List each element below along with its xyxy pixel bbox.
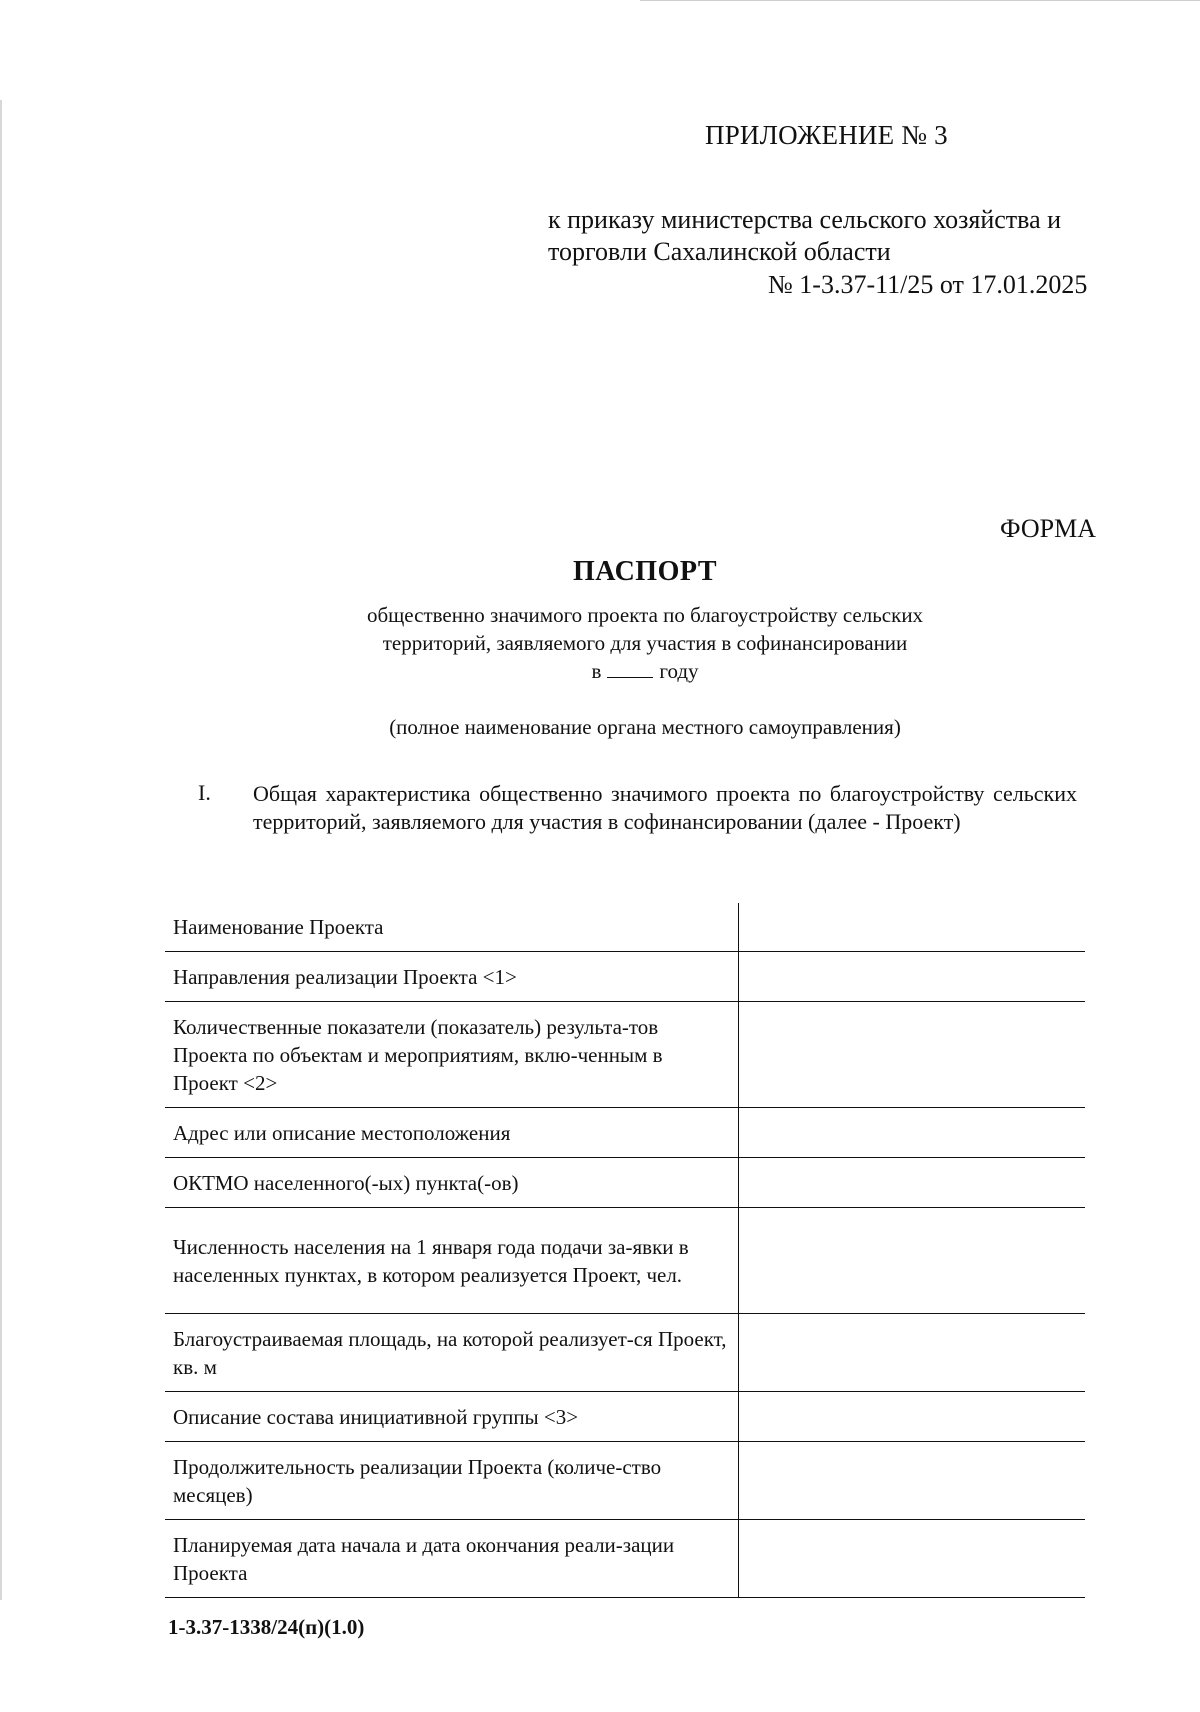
year-prefix: в [591, 659, 602, 683]
table-row [165, 903, 1085, 952]
row-label: Направления реализации Проекта <1> [173, 964, 517, 989]
row-value[interactable] [739, 1442, 1086, 1520]
row-value[interactable] [739, 1158, 1086, 1208]
order-number: № 1-3.37-11/25 от 17.01.2025 [768, 270, 1088, 299]
row-label: Планируемая дата начала и дата окончания реали-зации Проекта [173, 1532, 675, 1585]
row-label: Благоустраиваемая площадь, на которой реализует-ся Проект, кв. м [173, 1326, 727, 1379]
table-row [165, 1208, 1085, 1314]
subtitle-line-1: общественно значимого проекта по благоустройству сельских [366, 603, 924, 627]
row-label: Продолжительность реализации Проекта (количе-ство месяцев) [173, 1454, 662, 1507]
row-value[interactable] [739, 1314, 1086, 1392]
scan-edge-top [640, 0, 1200, 1]
form-label: ФОРМА [1000, 514, 1096, 543]
row-label: Наименование Проекта [173, 915, 384, 939]
year-blank-field[interactable] [607, 659, 653, 678]
table-row [165, 1392, 1085, 1442]
section-heading: Общая характеристика общественно значимого проекта по благоустройству сельских территорий, заявляемого для участия в софинансировании (далее - Проект) [253, 781, 1077, 834]
row-value[interactable] [739, 1108, 1086, 1158]
order-reference-line-1: к приказу министерства сельского хозяйства и [548, 205, 1062, 234]
row-label: Количественные показатели (показатель) результа-тов Проекта по объектам и мероприятиям, вклю-ченным в Проект <2> [173, 1014, 663, 1095]
document-title: ПАСПОРТ [572, 556, 717, 587]
table-row [165, 952, 1085, 1002]
appendix-title: ПРИЛОЖЕНИЕ № 3 [705, 120, 948, 150]
table-row [165, 1442, 1085, 1520]
passport-table [165, 903, 1085, 1598]
subtitle-year-line [0, 659, 1200, 684]
row-value[interactable] [739, 903, 1086, 952]
row-label: Описание состава инициативной группы <3> [173, 1404, 579, 1429]
authority-name-caption: (полное наименование органа местного самоуправления) [389, 715, 901, 739]
row-label: ОКТМО населенного(-ых) пункта(-ов) [173, 1170, 519, 1195]
year-suffix: году [659, 659, 699, 683]
document-code: 1-3.37-1338/24(п)(1.0) [168, 1615, 365, 1639]
scan-edge-left [0, 100, 2, 1600]
table-row [165, 1002, 1085, 1108]
table-row [165, 1108, 1085, 1158]
row-value[interactable] [739, 1520, 1086, 1598]
row-label: Численность населения на 1 января года подачи за-явки в населенных пунктах, в котором реализуется Проект, чел. [173, 1234, 689, 1287]
row-label: Адрес или описание местоположения [173, 1120, 511, 1145]
subtitle-line-2: территорий, заявляемого для участия в софинансировании [382, 631, 908, 655]
order-reference-line-2: торговли Сахалинской области [548, 237, 891, 266]
row-value[interactable] [739, 1392, 1086, 1442]
row-value[interactable] [739, 952, 1086, 1002]
table-row [165, 1520, 1085, 1598]
section-number: I. [198, 780, 211, 805]
table-row [165, 1314, 1085, 1392]
row-value[interactable] [739, 1208, 1086, 1314]
table-row [165, 1158, 1085, 1208]
row-value[interactable] [739, 1002, 1086, 1108]
